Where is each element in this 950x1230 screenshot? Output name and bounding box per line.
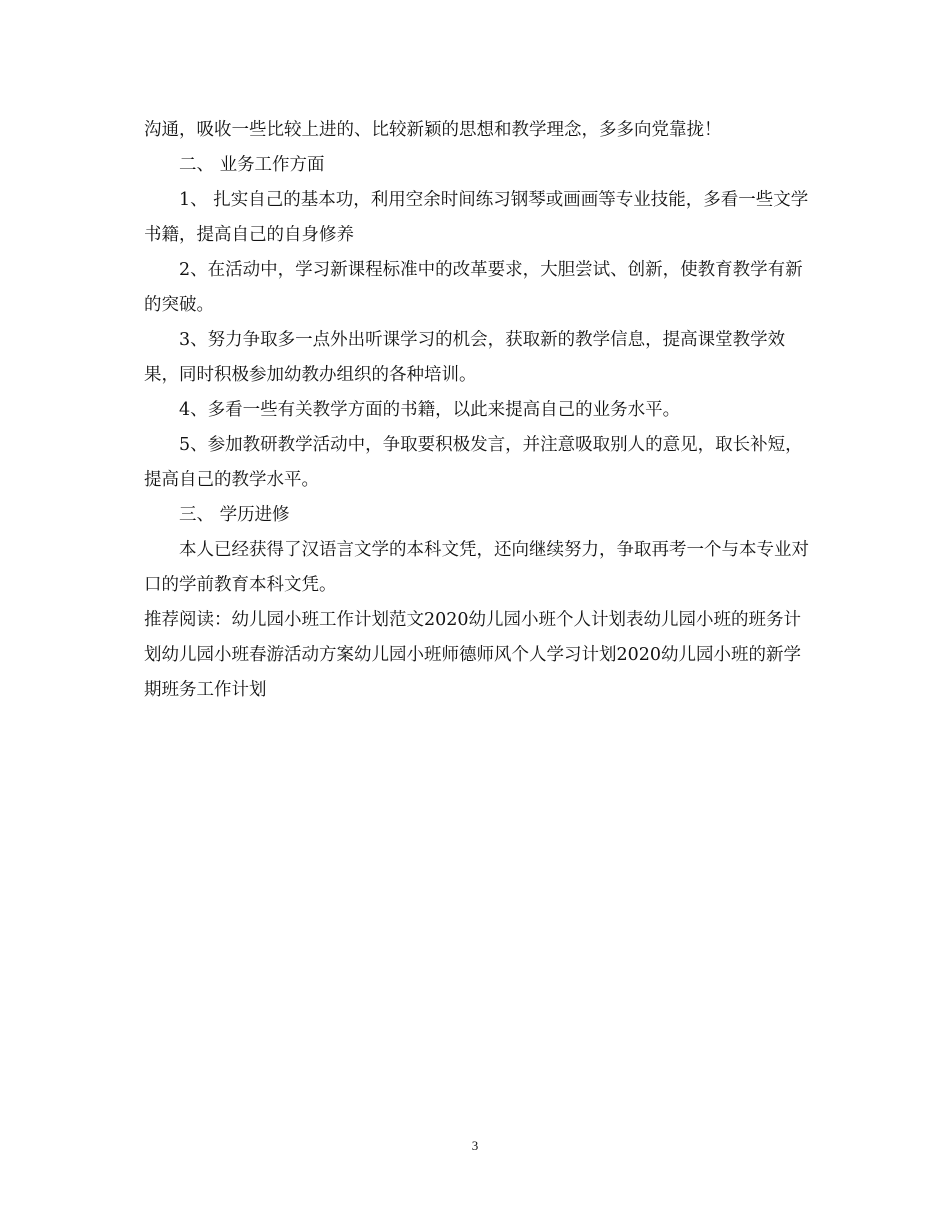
document-body xyxy=(144,113,809,708)
list-item-2: 2、在活动中，学习新课程标准中的改革要求，大胆尝试、创新，使教育教学有新的突破。 xyxy=(144,260,803,315)
section-heading-education: 三、 学历进修 xyxy=(179,505,290,525)
paragraph-continuation: 沟通，吸收一些比较上进的、比较新颖的思想和教学理念，多多向党靠拢！ xyxy=(144,120,722,140)
recommended-reading: 推荐阅读：幼儿园小班工作计划范文2020幼儿园小班个人计划表幼儿园小班的班务计划幼儿园小班春游活动方案幼儿园小班师德师风个人学习计划2020幼儿园小班的新学期班务工作计划 xyxy=(144,610,802,700)
paragraph-education: 本人已经获得了汉语言文学的本科文凭，还向继续努力，争取再考一个与本专业对口的学前教育本科文凭。 xyxy=(144,540,809,595)
list-item-1: 1、 扎实自己的基本功，利用空余时间练习钢琴或画画等专业技能，多看一些文学书籍，提高自己的自身修养 xyxy=(144,190,809,245)
list-item-5: 5、参加教研教学活动中，争取要积极发言，并注意吸取别人的意见，取长补短，提高自己的教学水平。 xyxy=(144,435,803,490)
list-item-4: 4、多看一些有关教学方面的书籍，以此来提高自己的业务水平。 xyxy=(179,400,681,420)
page-number: 3 xyxy=(471,1138,479,1153)
section-heading-business-work: 二、 业务工作方面 xyxy=(179,155,325,175)
list-item-3: 3、努力争取多一点外出听课学习的机会，获取新的教学信息，提高课堂教学效果，同时积极参加幼教办组织的各种培训。 xyxy=(144,330,786,385)
